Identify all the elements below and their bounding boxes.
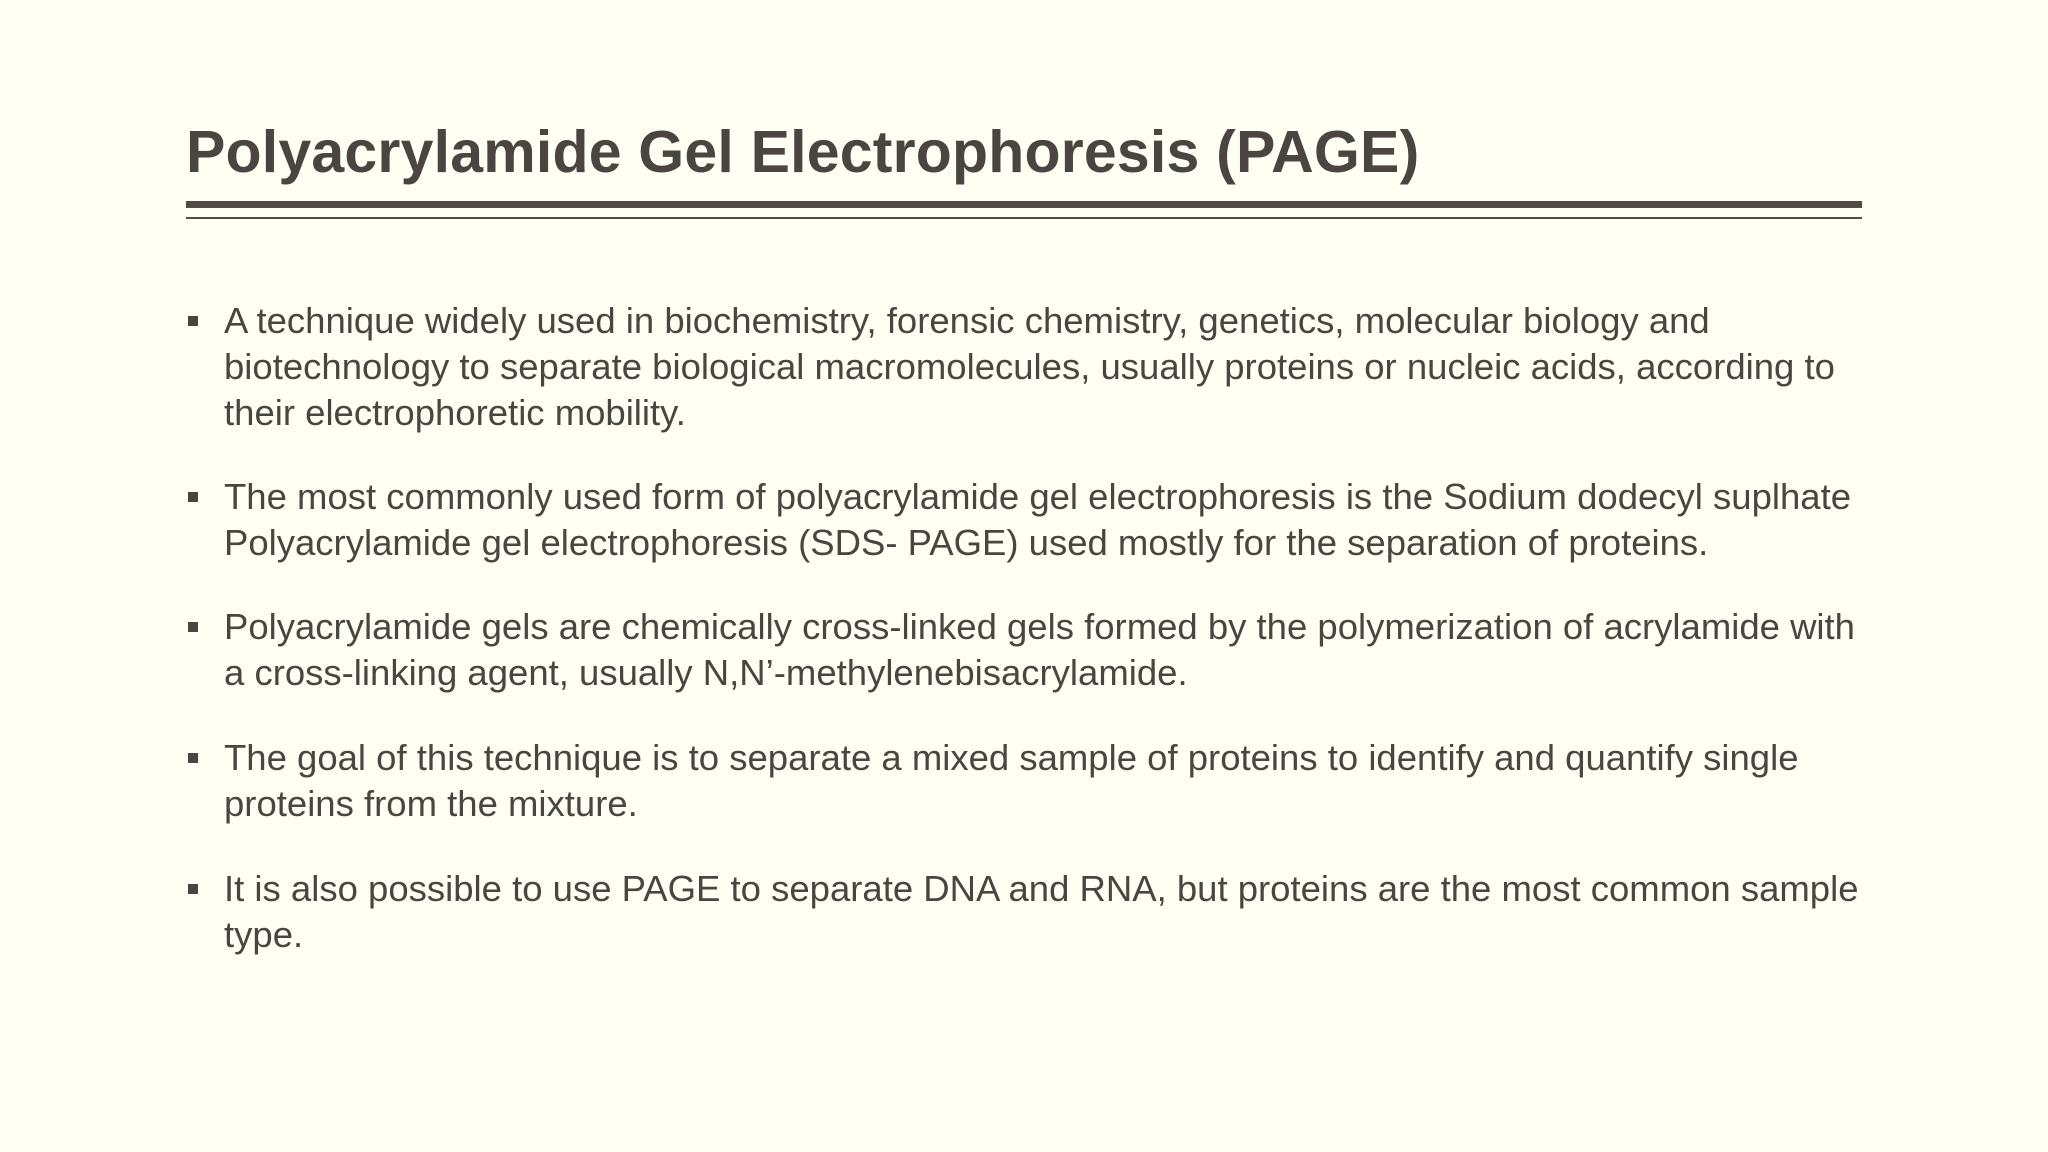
bullet-item — [186, 474, 1876, 566]
square-bullet-icon — [188, 622, 198, 632]
square-bullet-icon — [188, 492, 198, 502]
bullet-item — [186, 735, 1876, 827]
bullet-text: It is also possible to use PAGE to separate DNA and RNA, but proteins are the most common sample type. — [224, 868, 1859, 955]
bullet-text: A technique widely used in biochemistry, forensic chemistry, genetics, molecular biology and biotechnology to separate biological macromolecules, usually proteins or nucleic acids, according to their electrophoretic mobility. — [224, 300, 1835, 433]
square-bullet-icon — [188, 884, 198, 894]
bullet-item — [186, 866, 1876, 958]
bullet-list — [186, 298, 1876, 996]
bullet-item — [186, 298, 1876, 436]
bullet-text: The most commonly used form of polyacrylamide gel electrophoresis is the Sodium dodecyl suplhate Polyacrylamide gel electrophoresis (SDS- PAGE) used mostly for the separation of proteins. — [224, 476, 1852, 563]
bullet-text: Polyacrylamide gels are chemically cross-linked gels formed by the polymerization of acrylamide with a cross-linking agent, usually N,N’-methylenebisacrylamide. — [224, 606, 1855, 693]
square-bullet-icon — [188, 316, 198, 326]
bullet-item — [186, 604, 1876, 696]
slide-title: Polyacrylamide Gel Electrophoresis (PAGE) — [186, 119, 1420, 185]
title-underline-thick — [186, 201, 1862, 208]
square-bullet-icon — [188, 753, 198, 763]
bullet-text: The goal of this technique is to separate a mixed sample of proteins to identify and quantify single proteins from the mixture. — [224, 737, 1799, 824]
title-underline-thin — [186, 217, 1862, 219]
